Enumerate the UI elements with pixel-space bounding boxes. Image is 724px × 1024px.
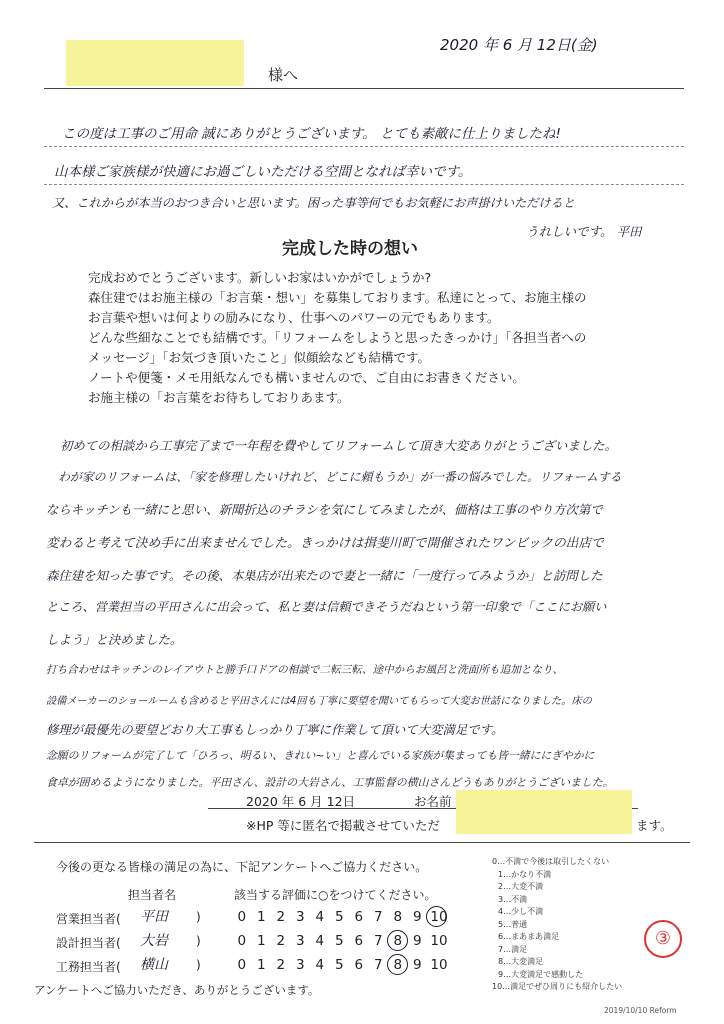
scale-item: 8…大変満足 [498, 957, 544, 966]
scale-item: 10…満足でぜひ周りにも紹介したい [492, 982, 623, 991]
scale-item: 7…満足 [498, 944, 528, 954]
customer-line: 森住建を知った事です。その後、本巣店が出来たので妻と一緒に「一度行ってみようか」と訪問した [46, 568, 603, 583]
score-option[interactable]: 9 [412, 957, 422, 973]
survey-role: 工務担当者( [56, 960, 121, 974]
score-option[interactable]: 2 [276, 957, 286, 973]
score-option-selected[interactable]: 8 [388, 957, 408, 973]
scale-item: 9…大変満足で感動した [498, 969, 584, 979]
customer-line: 設備メーカーのショールームも含めると平田さんには4回も丁寧に要望を聞いてもらって大変お世話になりました。床の [46, 696, 592, 707]
score-option[interactable]: 3 [295, 933, 305, 949]
score-option[interactable]: 9 [412, 909, 422, 925]
letter-line-1: この度は工事のご用命 誠にありがとうございます。 とても素敵に仕上りましたね! [62, 126, 561, 142]
intro-line: メッセージ」「お気づき頂いたこと」似顔絵なども結構です。 [88, 350, 431, 365]
publish-notice-end: ます。 [636, 818, 673, 833]
intro-line: 森住建ではお施主様の「お言葉・想い」を募集しております。私達にとって、お施主様の [88, 290, 587, 305]
score-option[interactable]: 8 [393, 909, 403, 925]
scale-item: 2…大変不満 [498, 882, 544, 891]
letter-date: 2020 年 6 月 12日(金) [440, 36, 598, 54]
survey-divider [34, 842, 690, 843]
survey-staff-name: 平田 [140, 909, 168, 925]
score-option[interactable]: 4 [315, 933, 325, 949]
score-option-selected[interactable]: 8 [388, 933, 408, 949]
score-option[interactable]: 7 [373, 909, 383, 925]
scale-item: 6…まあまあ満足 [498, 932, 560, 941]
survey-staff-name: 横山 [140, 957, 168, 973]
score-option[interactable]: 5 [334, 909, 344, 925]
score-option[interactable]: 5 [334, 957, 344, 973]
publish-notice: ※HP 等に匿名で掲載させていただ [246, 818, 440, 833]
score-option[interactable]: 5 [334, 933, 344, 949]
score-option[interactable]: 1 [256, 909, 266, 925]
customer-line: ところ、営業担当の平田さんに出会って、私と妻は信頼できそうだねという第一印象で「ここにお願い [46, 600, 607, 614]
scale-item: 3…不満 [498, 894, 528, 904]
grade-stamp: ③ [644, 920, 682, 958]
survey-staff-header: 担当者名 [128, 888, 177, 902]
scale-item: 0…不満で今後は取引したくない [492, 857, 610, 866]
score-option[interactable]: 4 [315, 957, 325, 973]
letter-line-3: 又、これからが本当のおつき合いと思います。困った事等何でもお気軽にお声掛けいただけると [52, 196, 575, 210]
letter-rule [44, 146, 684, 147]
name-label: お名前 [414, 794, 452, 809]
customer-line: わが家のリフォームは、「家を修理したいけれど、どこに頼もうか」が一番の悩みでした。リフォームする [58, 470, 622, 484]
signature-name-redaction [456, 790, 632, 834]
intro-line: どんな些細なことでも結構です。「リフォームをしようと思ったきっかけ」「各担当者への [88, 330, 587, 345]
survey-scores-sales [232, 909, 451, 925]
customer-line: 初めての相談から工事完了まで一年程を費やしてリフォームして頂き大変ありがとうございました。 [60, 438, 617, 453]
intro-line: お言葉や想いは何よりの励みになり、仕事へのパワーの元でもあります。 [88, 310, 500, 325]
score-option[interactable]: 3 [295, 957, 305, 973]
recipient-name-redaction [66, 40, 244, 86]
score-option[interactable]: 3 [295, 909, 305, 925]
customer-line: しよう」と決めました。 [46, 632, 183, 647]
score-option[interactable]: 1 [256, 933, 266, 949]
score-option[interactable]: 6 [354, 957, 364, 973]
customer-line: 修理が最優先の要望どおり大工事もしっかり丁寧に作業して頂いて大変満足です。 [46, 722, 504, 737]
intro-line: 完成おめでとうございます。新しいお家はいかがでしょうか? [88, 270, 432, 285]
scale-item: 1…かなり不満 [498, 869, 552, 879]
form-footer: 2019/10/10 Reform [604, 1006, 677, 1015]
recipient-suffix: 様へ [268, 66, 299, 84]
score-option[interactable]: 10 [430, 957, 448, 973]
survey-outro: アンケートへご協力いただき、ありがとうございます。 [34, 983, 320, 997]
section-title: 完成した時の想い [282, 239, 418, 259]
score-option[interactable]: 9 [412, 933, 422, 949]
survey-close: ) [196, 958, 201, 972]
score-option[interactable]: 0 [237, 933, 247, 949]
header-underline [44, 88, 684, 89]
customer-line: 変わると考えて決め手に出来ませんでした。きっかけは揖斐川町で開催されたワンビックの出店で [46, 535, 604, 550]
score-option[interactable]: 0 [237, 957, 247, 973]
score-option[interactable]: 2 [276, 909, 286, 925]
survey-close: ) [196, 934, 201, 948]
survey-role: 設計担当者( [56, 936, 121, 950]
survey-rating-header: 該当する評価に○をつけてください。 [234, 888, 437, 902]
score-option[interactable]: 2 [276, 933, 286, 949]
scale-item: 5…普通 [498, 919, 528, 929]
scale-item: 4…少し不満 [498, 907, 544, 916]
customer-line: ならキッチンも一緒にと思い、新聞折込のチラシを気にしてみましたが、価格は工事のやり方次第で [46, 502, 603, 517]
survey-intro: 今後の更なる皆様の満足の為に、下記アンケートへご協力ください。 [56, 860, 428, 874]
survey-scores-design [232, 933, 451, 949]
score-option[interactable]: 1 [256, 957, 266, 973]
score-option[interactable]: 6 [354, 909, 364, 925]
intro-line: お施主様の「お言葉をお待ちしておりあます。 [88, 390, 350, 405]
score-option[interactable]: 7 [373, 933, 383, 949]
rating-scale [492, 856, 622, 994]
letter-line-2: 山本様ご家族様が快適にお過ごしいただける空間となれば幸いです。 [54, 164, 472, 180]
score-option[interactable]: 4 [315, 909, 325, 925]
customer-line: 打ち合わせはキッチンのレイアウトと勝手口ドアの相談で二転三転、途中からお風呂と洗面所も追加となり、 [46, 664, 564, 676]
score-option[interactable]: 10 [430, 933, 448, 949]
sign-date: 2020 年 6 月 12日 [246, 794, 356, 809]
letter-rule [44, 184, 684, 185]
score-option[interactable]: 0 [237, 909, 247, 925]
score-option[interactable]: 6 [354, 933, 364, 949]
survey-close: ) [196, 910, 201, 924]
customer-line: 念願のリフォームが完了して「ひろっ、明るい、きれい~い」と喜んでいる家族が集まっても皆一緒ににぎやかに [46, 749, 595, 762]
score-option-selected[interactable]: 10 [427, 909, 451, 925]
survey-role: 営業担当者( [56, 912, 121, 926]
letter-line-4: うれしいです。 平田 [526, 224, 642, 239]
customer-line: 食卓が囲めるようになりました。平田さん、設計の大岩さん、工事監督の横山さんどうもありがとうございました。 [46, 776, 614, 789]
score-option[interactable]: 7 [373, 957, 383, 973]
survey-scores-construction [232, 957, 451, 973]
intro-line: ノートや便箋・メモ用紙なんでも構いませんので、ご自由にお書きください。 [88, 370, 525, 385]
survey-staff-name: 大岩 [140, 933, 168, 949]
